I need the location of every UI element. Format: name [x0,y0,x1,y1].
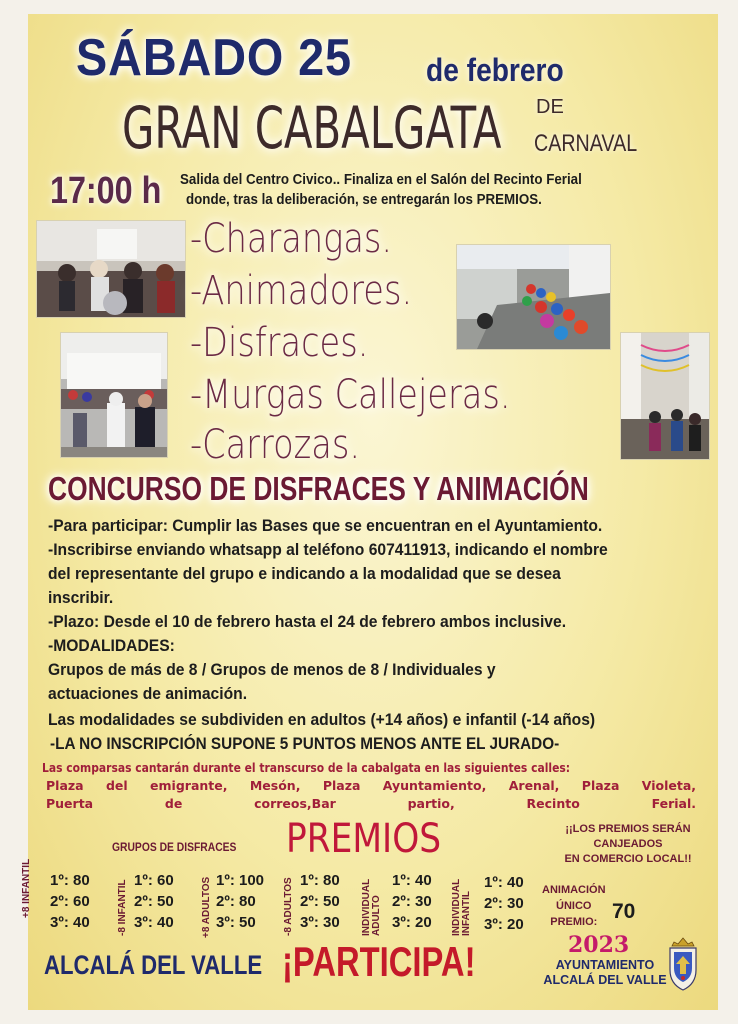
event-de: DE [536,96,564,118]
rule-line: -MODALIDADES: [48,636,175,655]
column-label: +8 ADULTOS [201,876,212,938]
organizer: AYUNTAMIENTO ALCALÁ DEL VALLE [543,958,667,987]
animation-prize: ANIMACIÓN ÚNICO PREMIO: [542,884,606,928]
rule-line: del representante del grupo e indicando a la modalidad que se desea [48,564,561,583]
column-label: -8 INFANTIL [117,879,128,936]
date-month: de febrero [426,52,564,88]
column-label: -8 ADULTOS [283,877,294,936]
rule-line: -Para participar: Cumplir las Bases que se encuentran en el Ayuntamiento. [48,516,603,535]
group-label: GRUPOS DE DISFRACES [112,840,237,854]
rule-line: actuaciones de animación. [48,684,248,703]
schedule-line-1: Salida del Centro Civico.. Finaliza en el Salón del Recinto Ferial [180,172,582,188]
prize-column: 1º: 80 2º: 50 3º: 30 [300,872,340,931]
rule-warning: -LA NO INSCRIPCIÓN SUPONE 5 PUNTOS MENOS ANTE EL JURADO- [50,734,560,753]
column-label: INDIVIDUAL INFANTIL [451,878,472,936]
year: 2023 [568,932,630,958]
contest-title: CONCURSO DE DISFRACES Y ANIMACIÓN [48,470,589,507]
column-label: INDIVIDUAL ADULTO [361,878,382,936]
event-title: GRAN CABALGATA [122,94,502,162]
date-day: SÁBADO 25 [76,29,352,87]
poster [21,14,718,1010]
photo-street-parade [456,244,611,350]
start-time: 17:00 h [50,170,162,212]
rule-line: Las modalidades se subdividen en adultos (+14 años) e infantil (-14 años) [48,710,596,729]
streets-line-2: Plaza del emigrante, Mesón, Plaza Ayuntamiento, Arenal, Plaza Violeta, [46,778,696,793]
prize-column: 1º: 60 2º: 50 3º: 40 [134,872,174,931]
prize-column: 1º: 40 2º: 30 3º: 20 [484,874,524,933]
category-item: -Charangas. [190,216,393,262]
town-name: ALCALÁ DEL VALLE [44,950,263,980]
prizes-title: PREMIOS [286,816,442,862]
photo-disfraces [60,332,168,458]
streets-intro: Las comparsas cantarán durante el transcurso de la cabalgata en las siguientes calles: [42,760,571,775]
prize-column: 1º: 80 2º: 60 3º: 40 [50,872,90,931]
category-item: -Disfraces. [190,320,369,366]
coat-of-arms-icon [664,934,702,994]
rule-line: -Inscribirse enviando whatsapp al teléfono 607411913, indicando el nombre [48,540,608,559]
animation-amount: 70 [612,900,636,923]
event-carnaval: CARNAVAL [534,130,638,157]
category-item: -Murgas Callejeras. [190,372,511,418]
photo-carrozas [620,332,710,460]
prize-column: 1º: 100 2º: 80 3º: 50 [216,872,265,931]
rule-line: inscribir. [48,588,114,607]
streets-line-3: Puerta de correos,Bar partio, Recinto Ferial. [46,796,696,811]
schedule-line-2: donde, tras la deliberación, se entregarán los PREMIOS. [186,192,542,208]
rule-line: -Plazo: Desde el 10 de febrero hasta el 24 de febrero ambos inclusive. [48,612,567,631]
participa-cta: ¡PARTICIPA! [282,938,476,985]
category-item: -Animadores. [190,268,413,314]
prize-column: 1º: 40 2º: 30 3º: 20 [392,872,432,931]
exchange-note: ¡¡LOS PREMIOS SERÁN CANJEADOS EN COMERCIO LOCAL!! [564,823,692,865]
rule-line: Grupos de más de 8 / Grupos de menos de 8 / Individuales y [48,660,496,679]
photo-charangas [36,220,186,318]
category-item: -Carrozas. [190,422,361,468]
column-label: +8 INFANTIL [21,858,32,918]
